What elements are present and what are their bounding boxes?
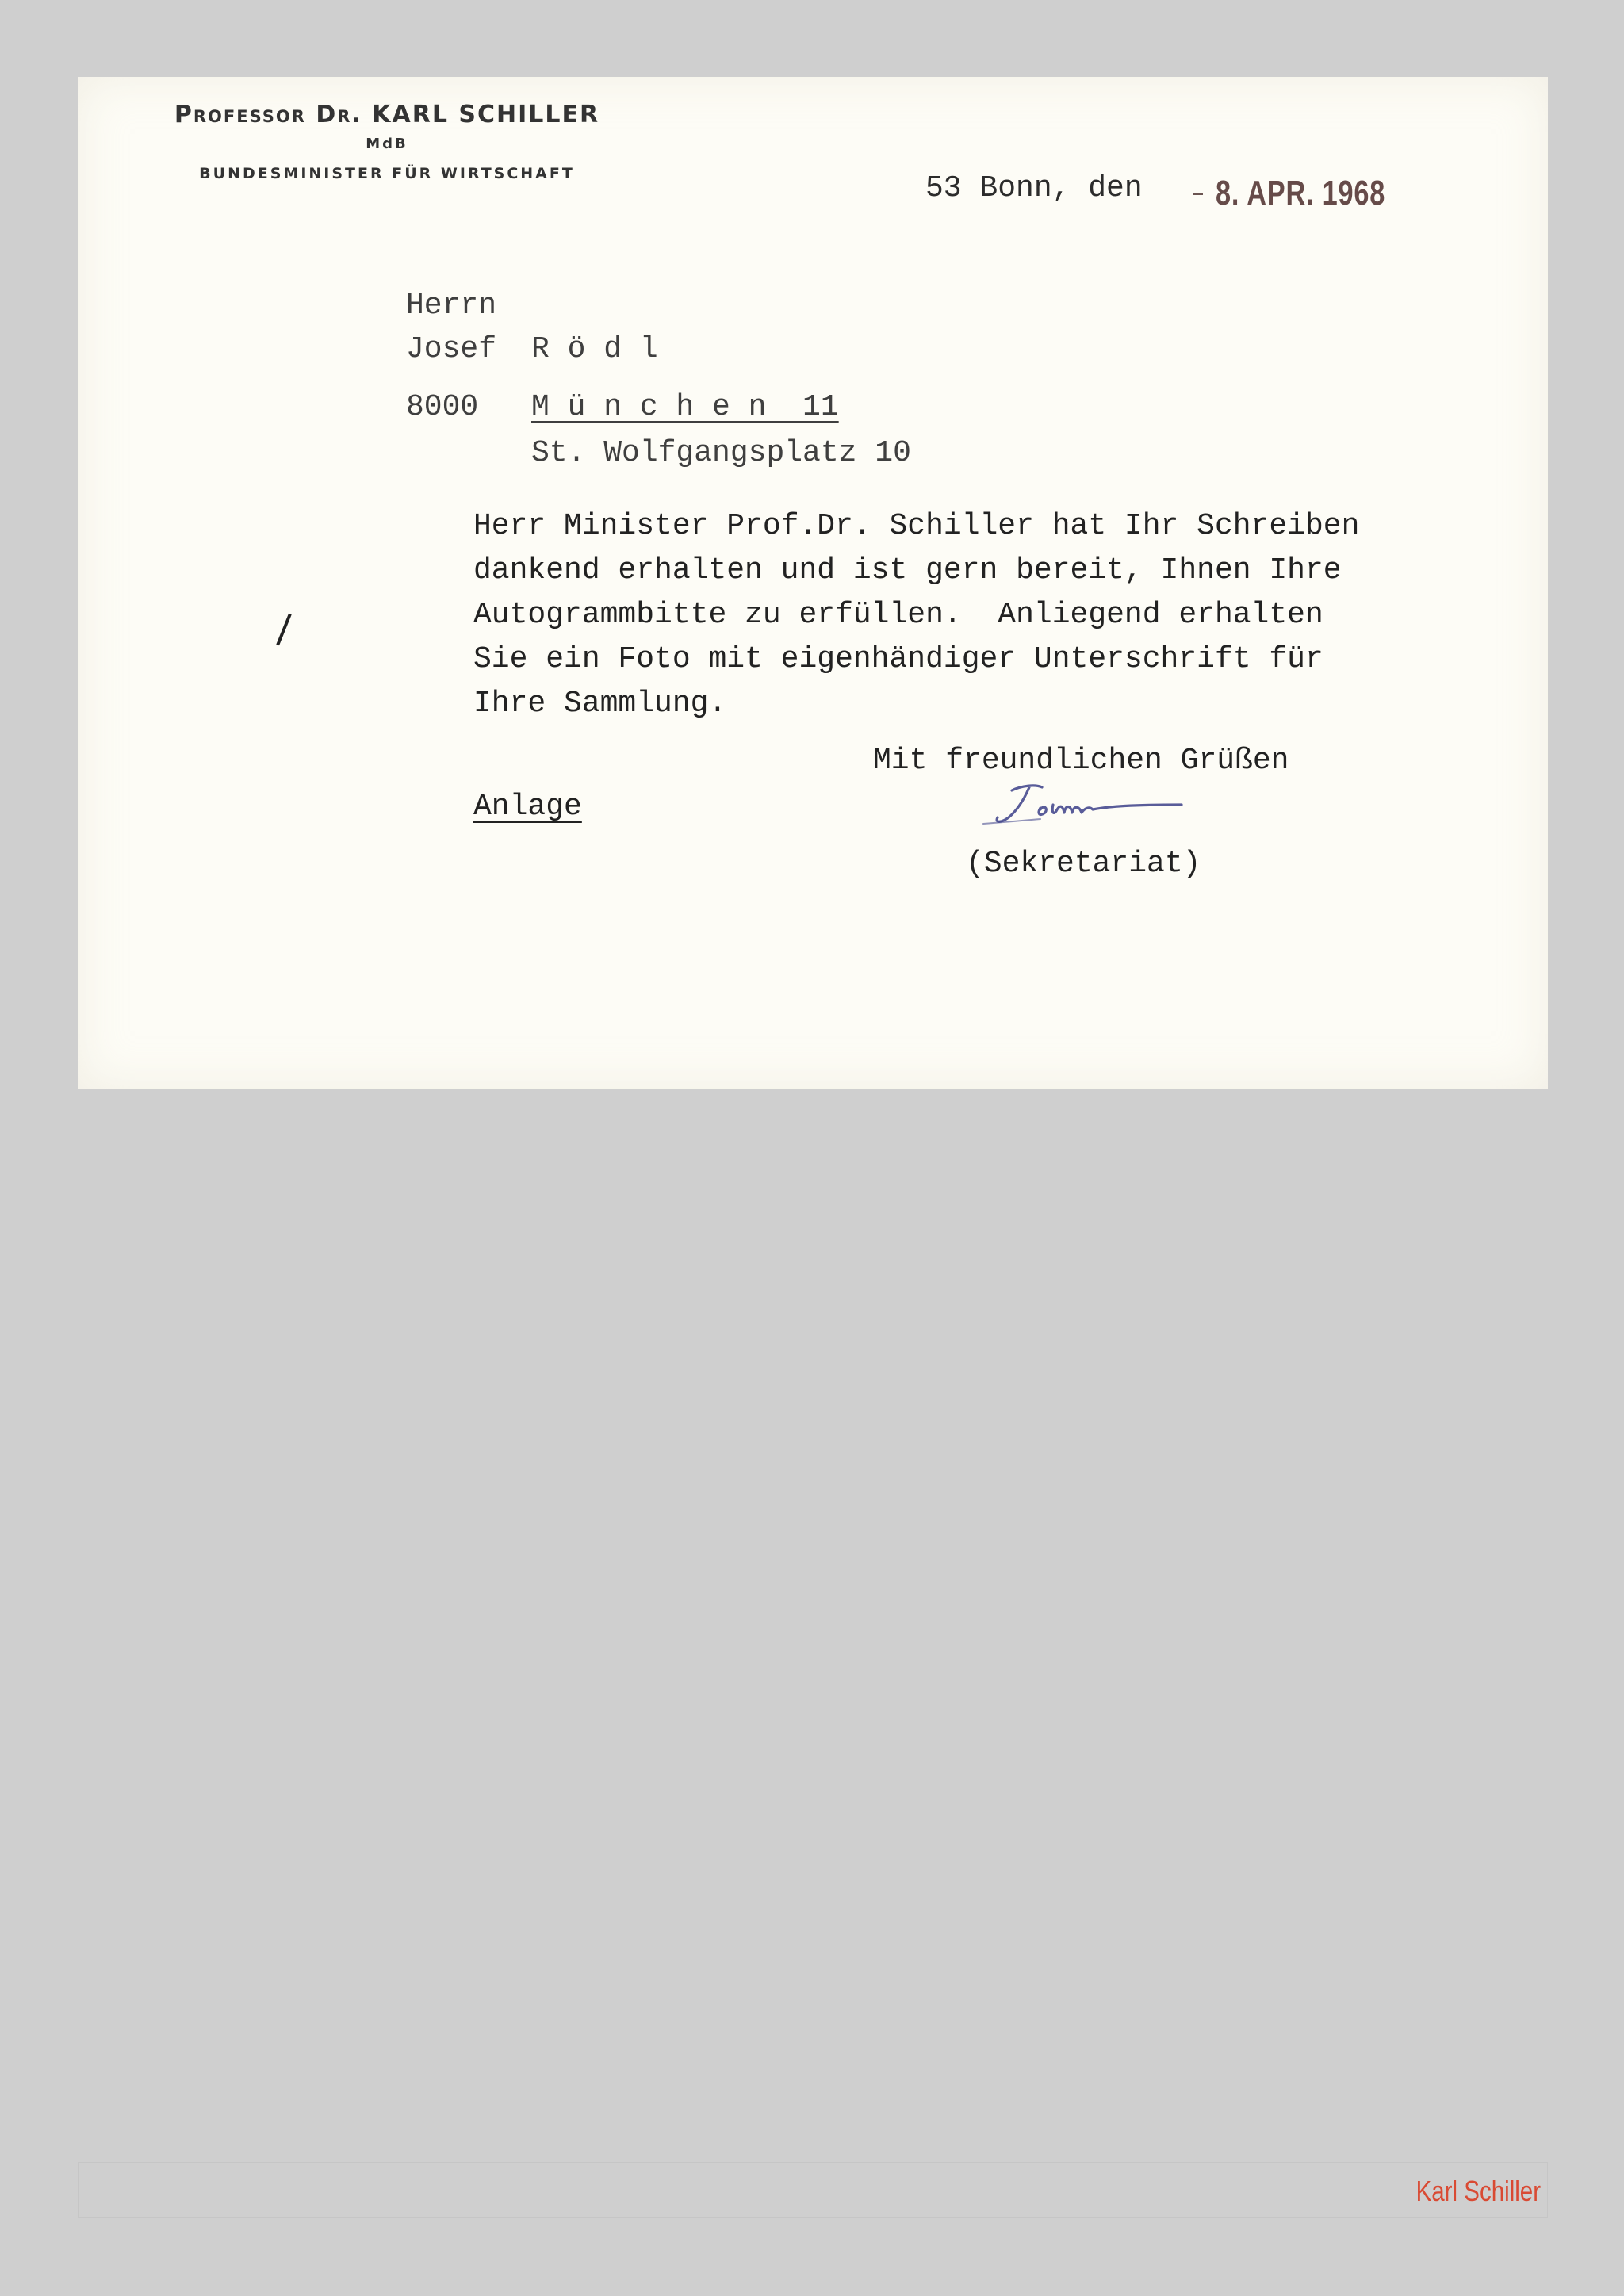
signature-role: (Sekretariat) (966, 847, 1201, 881)
body-line: Autogrammbitte zu erfüllen. Anliegend erhalten (473, 598, 1323, 632)
body-line: dankend erhalten und ist gern bereit, Ihnen Ihre (473, 553, 1342, 587)
recipient-first-name: Josef (406, 332, 497, 366)
recipient-street: St. Wolfgangsplatz 10 (531, 436, 911, 470)
body-line: Sie ein Foto mit eigenhändiger Unterschrift für (473, 642, 1323, 676)
closing-text: Mit freundlichen Grüßen (873, 744, 1289, 778)
body-line: Ihre Sammlung. (473, 687, 727, 721)
date-stamp: 8. APR. 1968 (1216, 174, 1386, 212)
handwritten-signature (974, 781, 1196, 836)
footer-label: Karl Schiller (1415, 2175, 1541, 2207)
recipient-last-name: R ö d l (531, 332, 658, 366)
letterhead-title: BUNDESMINISTER FÜR WIRTSCHAFT (199, 165, 575, 182)
recipient-city: M ü n c h e n 11 (531, 390, 839, 424)
letterhead-name: Professor Dr. KARL SCHILLER (174, 101, 600, 128)
stamp-dash (1193, 193, 1203, 195)
recipient-postcode: 8000 (406, 390, 479, 424)
place-text: 53 Bonn, den (925, 171, 1143, 205)
letterhead-mdb: MdB (366, 136, 408, 152)
body-line: Herr Minister Prof.Dr. Schiller hat Ihr Schreiben (473, 509, 1360, 543)
recipient-salutation: Herrn (406, 289, 497, 323)
enclosure-label: Anlage (473, 790, 582, 824)
footer-frame (78, 2162, 1548, 2218)
